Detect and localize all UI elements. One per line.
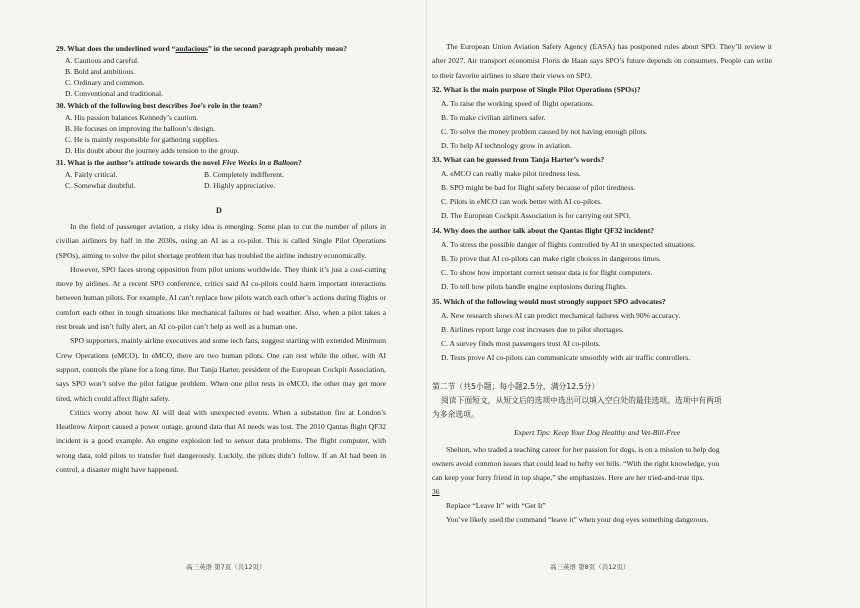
q32-option-a: A. To raise the working speed of flight operations. <box>441 99 594 108</box>
q31-option-a: A. Fairly critical. <box>65 170 118 179</box>
passage-line: owners avoid common issues that could lead to hefty vet bills. “With the right knowledge, you <box>432 459 720 468</box>
q35-option-d: D. Tests prove AI co-pilots can communicate smoothly with air traffic controllers. <box>441 353 691 362</box>
q31-option-c: C. Somewhat doubtful. <box>65 181 136 190</box>
question-32-stem: 32. What is the main purpose of Single Pilot Operations (SPOs)? <box>432 85 641 94</box>
q29-option-c: C. Ordinary and common. <box>65 78 145 87</box>
q33-option-c: C. Pilots in eMCO can work better with AI co-pilots. <box>441 197 602 206</box>
passage-d-conclusion <box>432 40 772 83</box>
q32-option-b: B. To make civilian airliners safer. <box>441 113 546 122</box>
q33-option-b: B. SPO might be bad for flight safety because of pilot tiredness. <box>441 183 636 192</box>
passage-paragraph: The European Union Aviation Safety Agency (EASA) has postponed rules about SPO. They’ll review it after 2027. Air transport economist Floris de Haan says SPO’s future depends on consumers. People can write to their favorite airlines to share their views on SPO. <box>432 42 772 80</box>
section-2-heading: 第二节（共5小题；每小题2.5分，满分12.5分） <box>432 382 600 391</box>
q32-option-d: D. To help AI technology grow in aviation. <box>441 141 572 150</box>
passage-paragraph: SPO supporters, mainly airline executives and some tech fans, suggest starting with extended Minimum Crew Operations (eMCO). In eMCO, there are two human pilots. One can rest while the other, with AI support, controls the plane for a long time. But Tanja Harter, president of the European Cockpit Association, says SPO won’t solve the pilot fatigue problem. When one pilot rests in eMCO, the other may get more tired, which could affect flight safety. <box>56 336 386 403</box>
section-2-instructions-cont: 为多余选项。 <box>432 410 479 419</box>
page-spine <box>426 0 427 608</box>
novel-title: Five Weeks in a Balloon <box>221 158 299 167</box>
q32-option-c: C. To solve the money problem caused by not having enough pilots. <box>441 127 648 136</box>
question-35-stem: 35. Which of the following would most strongly support SPO advocates? <box>432 297 666 306</box>
q35-option-b: B. Airlines report large cost increases due to pilot shortages. <box>441 325 624 334</box>
q29-option-b: B. Bold and ambitious. <box>65 67 136 76</box>
q31-option-d: D. Highly appreciative. <box>204 181 276 190</box>
q29-option-a: A. Cautious and careful. <box>65 56 140 65</box>
q35-option-a: A. New research shows AI can predict mechanical failures with 90% accuracy. <box>441 311 681 320</box>
passage-line: Shelton, who traded a teaching career for her passion for dogs, is on a mission to help dog <box>446 445 720 454</box>
q33-option-a: A. eMCO can really make pilot tiredness less. <box>441 169 581 178</box>
passage-d <box>56 220 386 477</box>
q34-option-a: A. To stress the possible danger of flights controlled by AI in unexpected situations. <box>441 240 696 249</box>
passage-line: can keep your furry friend in top shape,” she emphasizes. Here are her tried-and-true tips. <box>432 473 705 482</box>
underlined-word: audacious <box>175 44 208 53</box>
question-30-stem: 30. Which of the following best describes Joe’s role in the team? <box>56 101 263 110</box>
tip-heading: Replace “Leave It” with “Get It” <box>446 501 546 510</box>
q30-option-c: C. He is mainly responsible for gathering supplies. <box>65 135 220 144</box>
section-d-label: D <box>216 206 222 215</box>
q30-option-b: B. He focuses on improving the balloon’s design. <box>65 124 215 133</box>
passage-paragraph: In the field of passenger aviation, a risky idea is emerging. Some plan to cut the number of pilots in civilian airliners by half in the 2030s, using an AI as a co-pilot. This is called Single Pilot Operations (SPOs), aiming to solve the pilot shortage problem that has troubled the airline industry economically. <box>56 222 386 260</box>
section-2-instructions: 阅读下面短文，从短文后的选项中选出可以填入空白处的最佳选项。选项中有两项 <box>441 396 722 405</box>
passage-paragraph: Critics worry about how AI will deal with unexpected events. When a substation fire at London’s Heathrow Airport caused a power outage, ground data that AI needs was lost. The 2010 Qantas flight QF32 incident is a good example. An engine explosion led to sensor data problems. The flight computer, with wrong data, told pilots to transfer fuel dangerously. Luckily, the pilots didn’t follow. If an AI had been in control, a disaster might have happened. <box>56 407 386 475</box>
question-29-stem: 29. What does the underlined word “audacious” in the second paragraph probably mean? <box>56 44 348 53</box>
q30-option-d: D. His doubt about the journey adds tension to the group. <box>65 146 240 155</box>
blank-36: 36 <box>432 487 440 496</box>
q35-option-c: C. A survey finds most passengers trust AI co-pilots. <box>441 339 601 348</box>
passage-line: You’ve likely used the command “leave it” when your dog eyes something dangerous, <box>446 515 709 524</box>
passage-title: Expert Tips: Keep Your Dog Healthy and Vet-Bill-Free <box>514 428 681 437</box>
passage-paragraph: However, SPO faces strong opposition from pilot unions worldwide. They think it’s just a cost-cutting move by airlines. At a recent SPO conference, critics said AI co-pilots could harm important interactions between human pilots. For example, AI can’t replace how pilots watch each other’s actions during flights or comfort each other in tough situations like mechanical failures or bad weather. Also, when a pilot takes a rest break and isn’t fully alert, an AI co-pilot can’t help as well as a human one. <box>56 264 386 332</box>
q30-option-a: A. His passion balances Kennedy’s caution. <box>65 113 199 122</box>
question-33-stem: 33. What can be guessed from Tanja Harter’s words? <box>432 155 605 164</box>
q31-option-b: B. Completely indifferent. <box>204 170 285 179</box>
left-page-footer: 高三英语 第7页（共12页） <box>186 563 266 571</box>
q34-option-d: D. To tell how pilots handle engine explosions during flights. <box>441 282 627 291</box>
right-page-footer: 高三英语 第8页（共12页） <box>550 563 630 571</box>
q33-option-d: D. The European Cockpit Association is for carrying out SPO. <box>441 211 631 220</box>
q34-option-b: B. To prove that AI co-pilots can make right choices in dangerous times. <box>441 254 661 263</box>
question-34-stem: 34. Why does the author talk about the Qantas flight QF32 incident? <box>432 226 655 235</box>
q29-option-d: D. Conventional and traditional. <box>65 89 164 98</box>
q34-option-c: C. To show how important correct sensor data is for flight computers. <box>441 268 653 277</box>
question-31-stem: 31. What is the author’s attitude towards the novel Five Weeks in a Balloon? <box>56 158 302 167</box>
